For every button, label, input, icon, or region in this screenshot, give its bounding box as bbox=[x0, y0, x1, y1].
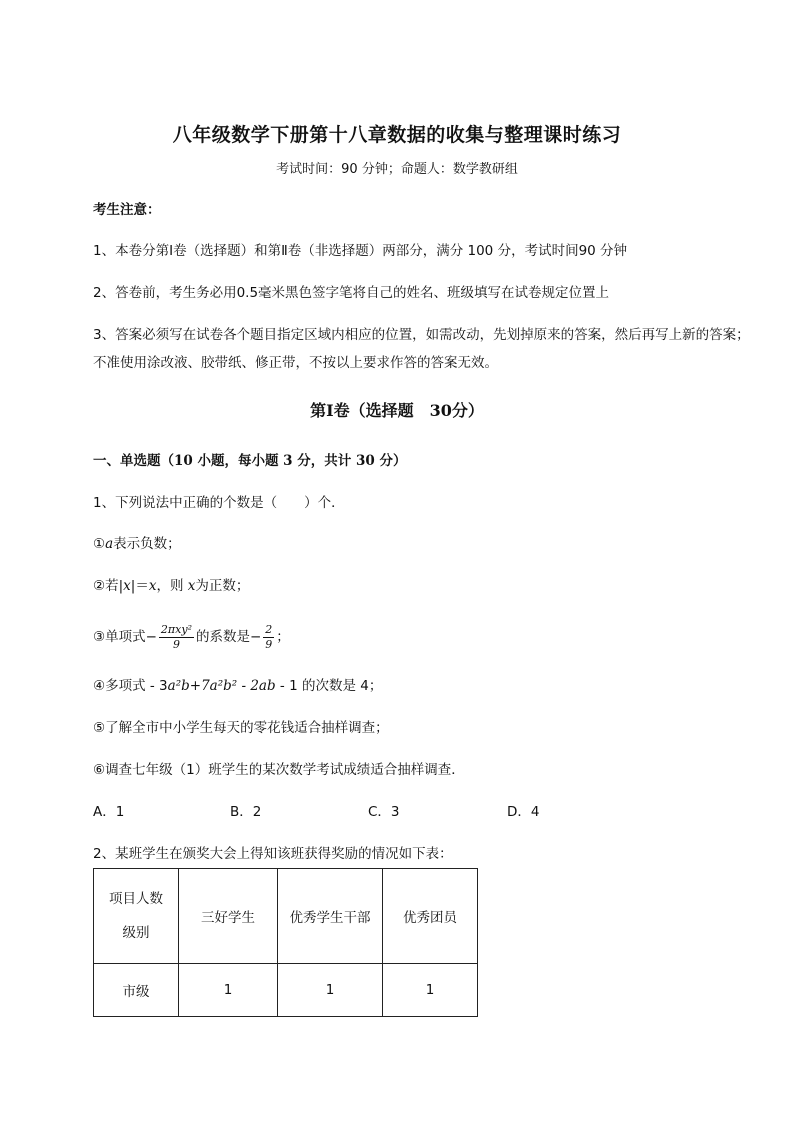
coefficient-numerator: 2 bbox=[265, 622, 273, 636]
statement-6: ⑥调查七年级（1）班学生的某次数学考试成绩适合抽样调查． bbox=[93, 762, 465, 778]
table-header-row bbox=[94, 869, 478, 964]
statement-3 bbox=[93, 617, 753, 657]
statement-2-suffix: 为正数； bbox=[195, 578, 250, 594]
question-1-stem: 1、下列说法中正确的个数是（ ）个． bbox=[93, 495, 345, 511]
coefficient-denominator: 9 bbox=[265, 637, 273, 651]
statement-5: ⑤了解全市中小学生每天的零花钱适合抽样调查； bbox=[93, 720, 389, 736]
statement-1-suffix: 表示负数； bbox=[113, 536, 181, 552]
statement-3-prefix: ③单项式− bbox=[93, 629, 157, 645]
notice-heading: 考生注意： bbox=[93, 202, 161, 218]
statement-4-prefix: ④多项式 - 3 bbox=[93, 678, 168, 694]
option-d[interactable]: D．4 bbox=[507, 804, 540, 820]
table-header-cell: 三好学生 bbox=[179, 869, 278, 964]
page-title: 八年级数学下册第十八章数据的收集与整理课时练习 bbox=[172, 124, 622, 146]
statement-3-suffix: ； bbox=[276, 629, 290, 645]
awards-table bbox=[93, 868, 478, 1017]
statement-4-suffix: - 1 的次数是 4； bbox=[275, 678, 383, 694]
table-header-cell: 优秀学生干部 bbox=[278, 869, 383, 964]
question-1-options bbox=[93, 800, 753, 824]
table-row bbox=[94, 964, 478, 1017]
question-2-stem: 2、某班学生在颁奖大会上得知该班获得奖励的情况如下表： bbox=[93, 846, 453, 862]
table-cell: 1 bbox=[278, 964, 383, 1017]
statement-3-mid: 的系数是− bbox=[195, 629, 262, 645]
statement-2 bbox=[93, 574, 753, 598]
part-heading: 一、单选题（10 小题，每小题 3 分，共计 30 分） bbox=[93, 453, 407, 469]
statement-1 bbox=[93, 532, 753, 556]
corner-bottom-label: 级别 bbox=[122, 925, 150, 941]
monomial-denominator: 9 bbox=[172, 637, 180, 651]
statement-2-var: x bbox=[123, 578, 131, 594]
table-cell: 1 bbox=[383, 964, 478, 1017]
section-title: 第Ⅰ卷（选择题 30分） bbox=[310, 401, 484, 420]
statement-1-var: a bbox=[105, 536, 114, 552]
exam-info: 考试时间：90 分钟；命题人：数学教研组 bbox=[276, 162, 518, 177]
statement-1-prefix: ① bbox=[93, 536, 106, 552]
statement-2-mid2: ，则 bbox=[156, 578, 188, 594]
option-c[interactable]: C．3 bbox=[368, 804, 400, 820]
statement-2-var3: x bbox=[187, 578, 196, 594]
polynomial-expression: a²b+7a²b² - 2ab bbox=[167, 678, 276, 694]
notice-item-2: 2、答卷前，考生务必用0.5毫米黑色签字笔将自己的姓名、班级填写在试卷规定位置上 bbox=[93, 285, 610, 301]
table-header-cell: 优秀团员 bbox=[383, 869, 478, 964]
statement-2-var2: x bbox=[148, 578, 157, 594]
monomial-fraction bbox=[159, 623, 194, 652]
table-row-label: 市级 bbox=[94, 964, 179, 1017]
coefficient-fraction bbox=[263, 623, 274, 652]
notice-item-3: 3、答案必须写在试卷各个题目指定区域内相应的位置，如需改动，先划掉原来的答案，然后再写上新的答案；不准使用涂改液、胶带纸、修正带，不按以上要求作答的答案无效。 bbox=[93, 327, 750, 371]
statement-2-mid: |＝ bbox=[130, 578, 149, 594]
option-b[interactable]: B．2 bbox=[230, 804, 262, 820]
table-cell: 1 bbox=[179, 964, 278, 1017]
statement-4 bbox=[93, 674, 753, 698]
table-corner-cell bbox=[94, 869, 179, 964]
option-a[interactable]: A．1 bbox=[93, 804, 125, 820]
statement-2-prefix: ②若| bbox=[93, 578, 124, 594]
notice-item-1: 1、本卷分第Ⅰ卷（选择题）和第Ⅱ卷（非选择题）两部分，满分 100 分，考试时间90 分钟 bbox=[93, 243, 628, 259]
monomial-numerator: 2πxy² bbox=[160, 622, 192, 636]
corner-top-label: 项目人数 bbox=[109, 891, 163, 907]
